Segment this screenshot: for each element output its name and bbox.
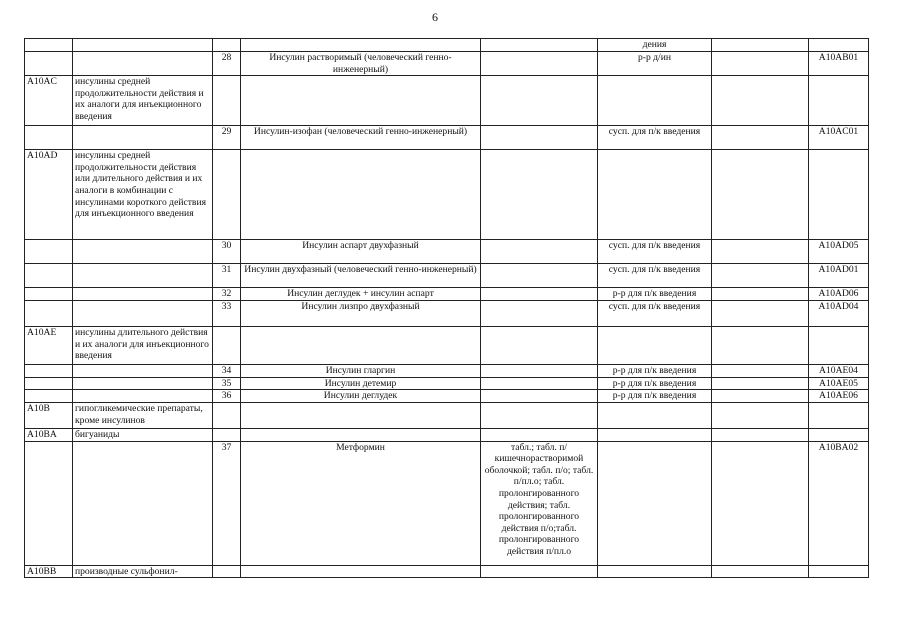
group-cell — [73, 301, 213, 327]
atc-code-cell: A10AD01 — [809, 264, 869, 288]
drug-name-cell: Инсулин гларгин — [241, 365, 481, 378]
empty-cell — [712, 365, 809, 378]
code-cell — [25, 365, 73, 378]
table-row — [25, 327, 869, 365]
dosage-form-cell — [481, 150, 598, 240]
dosage-form-alt-cell — [598, 402, 712, 428]
dosage-form-alt-cell: сусп. для п/к введения — [598, 301, 712, 327]
atc-code-cell: A10AE04 — [809, 365, 869, 378]
drug-name-cell — [241, 76, 481, 126]
dosage-form-alt-cell: дения — [598, 39, 712, 52]
dosage-form-cell — [481, 428, 598, 441]
dosage-form-cell — [481, 390, 598, 403]
dosage-form-cell — [481, 402, 598, 428]
dosage-form-cell — [481, 565, 598, 578]
dosage-form-alt-cell: р-р для п/к введения — [598, 365, 712, 378]
number-cell: 31 — [213, 264, 241, 288]
dosage-form-cell — [481, 39, 598, 52]
number-cell — [213, 565, 241, 578]
group-cell — [73, 365, 213, 378]
dosage-form-cell — [481, 264, 598, 288]
table-row — [25, 441, 869, 565]
drug-name-cell — [241, 150, 481, 240]
empty-cell — [712, 52, 809, 76]
code-cell — [25, 441, 73, 565]
code-cell — [25, 39, 73, 52]
table-row — [25, 126, 869, 150]
drug-list-table — [24, 38, 869, 578]
dosage-form-alt-cell: р-р для п/к введения — [598, 288, 712, 301]
drug-name-cell: Инсулин-изофан (человеческий генно-инженерный) — [241, 126, 481, 150]
drug-name-cell: Инсулин аспарт двухфазный — [241, 240, 481, 264]
drug-name-cell — [241, 428, 481, 441]
drug-name-cell: Метформин — [241, 441, 481, 565]
number-cell: 34 — [213, 365, 241, 378]
group-cell — [73, 264, 213, 288]
table-row — [25, 365, 869, 378]
code-cell: A10B — [25, 402, 73, 428]
dosage-form-alt-cell: сусп. для п/к введения — [598, 264, 712, 288]
atc-code-cell — [809, 327, 869, 365]
empty-cell — [712, 126, 809, 150]
atc-code-cell — [809, 150, 869, 240]
table-row — [25, 402, 869, 428]
number-cell: 28 — [213, 52, 241, 76]
table-row — [25, 150, 869, 240]
drug-name-cell — [241, 402, 481, 428]
table-row — [25, 390, 869, 403]
group-cell: инсулины средней продолжительности действия или длительного действия и их аналоги в комбинации с инсулинами короткого действия для инъекционного введения — [73, 150, 213, 240]
group-cell — [73, 240, 213, 264]
drug-name-cell: Инсулин лизпро двухфазный — [241, 301, 481, 327]
drug-name-cell — [241, 39, 481, 52]
dosage-form-cell — [481, 365, 598, 378]
table-row — [25, 288, 869, 301]
dosage-form-alt-cell: р-р д/ин — [598, 52, 712, 76]
number-cell — [213, 39, 241, 52]
drug-name-cell: Инсулин детемир — [241, 377, 481, 390]
number-cell — [213, 150, 241, 240]
empty-cell — [712, 264, 809, 288]
number-cell: 33 — [213, 301, 241, 327]
empty-cell — [712, 301, 809, 327]
number-cell: 36 — [213, 390, 241, 403]
group-cell — [73, 441, 213, 565]
atc-code-cell: A10AD04 — [809, 301, 869, 327]
code-cell: A10BB — [25, 565, 73, 578]
atc-code-cell: A10AE05 — [809, 377, 869, 390]
atc-code-cell: A10AD05 — [809, 240, 869, 264]
dosage-form-alt-cell — [598, 565, 712, 578]
dosage-form-cell — [481, 76, 598, 126]
drug-name-cell: Инсулин деглудек — [241, 390, 481, 403]
table-row — [25, 52, 869, 76]
drug-name-cell — [241, 327, 481, 365]
code-cell: A10AC — [25, 76, 73, 126]
code-cell: A10AE — [25, 327, 73, 365]
table-row — [25, 76, 869, 126]
group-cell — [73, 126, 213, 150]
empty-cell — [712, 150, 809, 240]
code-cell — [25, 377, 73, 390]
dosage-form-alt-cell: р-р для п/к введения — [598, 390, 712, 403]
dosage-form-alt-cell: сусп. для п/к введения — [598, 126, 712, 150]
number-cell — [213, 327, 241, 365]
drug-name-cell — [241, 565, 481, 578]
empty-cell — [712, 327, 809, 365]
empty-cell — [712, 288, 809, 301]
dosage-form-alt-cell — [598, 150, 712, 240]
dosage-form-cell — [481, 52, 598, 76]
drug-name-cell: Инсулин растворимый (человеческий генно-инженерный) — [241, 52, 481, 76]
number-cell: 30 — [213, 240, 241, 264]
empty-cell — [712, 76, 809, 126]
number-cell — [213, 428, 241, 441]
code-cell — [25, 390, 73, 403]
atc-code-cell — [809, 39, 869, 52]
group-cell: инсулины средней продолжительности действия и их аналоги для инъекционного введения — [73, 76, 213, 126]
dosage-form-cell — [481, 327, 598, 365]
table-row — [25, 240, 869, 264]
dosage-form-alt-cell: сусп. для п/к введения — [598, 240, 712, 264]
code-cell: A10AD — [25, 150, 73, 240]
number-cell: 29 — [213, 126, 241, 150]
dosage-form-alt-cell — [598, 428, 712, 441]
number-cell — [213, 402, 241, 428]
dosage-form-cell — [481, 240, 598, 264]
empty-cell — [712, 240, 809, 264]
atc-code-cell: A10AD06 — [809, 288, 869, 301]
empty-cell — [712, 402, 809, 428]
code-cell — [25, 126, 73, 150]
empty-cell — [712, 565, 809, 578]
dosage-form-alt-cell — [598, 441, 712, 565]
atc-code-cell — [809, 76, 869, 126]
table-row — [25, 428, 869, 441]
empty-cell — [712, 428, 809, 441]
group-cell — [73, 288, 213, 301]
group-cell — [73, 390, 213, 403]
empty-cell — [712, 377, 809, 390]
empty-cell — [712, 390, 809, 403]
dosage-form-cell — [481, 301, 598, 327]
atc-code-cell — [809, 565, 869, 578]
group-cell: гипогликемические препараты, кроме инсулинов — [73, 402, 213, 428]
number-cell: 32 — [213, 288, 241, 301]
atc-code-cell: A10AC01 — [809, 126, 869, 150]
empty-cell — [712, 441, 809, 565]
code-cell: A10BA — [25, 428, 73, 441]
atc-code-cell — [809, 402, 869, 428]
atc-code-cell: A10AE06 — [809, 390, 869, 403]
group-cell: бигуаниды — [73, 428, 213, 441]
dosage-form-cell — [481, 288, 598, 301]
group-cell — [73, 39, 213, 52]
dosage-form-alt-cell: р-р для п/к введения — [598, 377, 712, 390]
code-cell — [25, 264, 73, 288]
group-cell — [73, 52, 213, 76]
dosage-form-cell — [481, 126, 598, 150]
dosage-form-alt-cell — [598, 76, 712, 126]
group-cell — [73, 377, 213, 390]
dosage-form-cell: табл.; табл. п/кишечнорастворимой оболочкой; табл. п/о; табл. п/пл.о; табл. пролонгированного действия; табл. пролонгированного действия п/о;табл. пролонгированного действия п/пл.о — [481, 441, 598, 565]
table-row — [25, 377, 869, 390]
page-number: 6 — [432, 10, 438, 24]
dosage-form-alt-cell — [598, 327, 712, 365]
table-row — [25, 264, 869, 288]
table-row — [25, 565, 869, 578]
code-cell — [25, 240, 73, 264]
code-cell — [25, 288, 73, 301]
group-cell: производные сульфонил- — [73, 565, 213, 578]
atc-code-cell: A10AB01 — [809, 52, 869, 76]
drug-name-cell: Инсулин двухфазный (человеческий генно-инженерный) — [241, 264, 481, 288]
number-cell — [213, 76, 241, 126]
drug-name-cell: Инсулин деглудек + инсулин аспарт — [241, 288, 481, 301]
atc-code-cell — [809, 428, 869, 441]
code-cell — [25, 52, 73, 76]
atc-code-cell: A10BA02 — [809, 441, 869, 565]
code-cell — [25, 301, 73, 327]
group-cell: инсулины длительного действия и их аналоги для инъекционного введения — [73, 327, 213, 365]
empty-cell — [712, 39, 809, 52]
table-row — [25, 301, 869, 327]
number-cell: 37 — [213, 441, 241, 565]
dosage-form-cell — [481, 377, 598, 390]
number-cell: 35 — [213, 377, 241, 390]
table-row — [25, 39, 869, 52]
